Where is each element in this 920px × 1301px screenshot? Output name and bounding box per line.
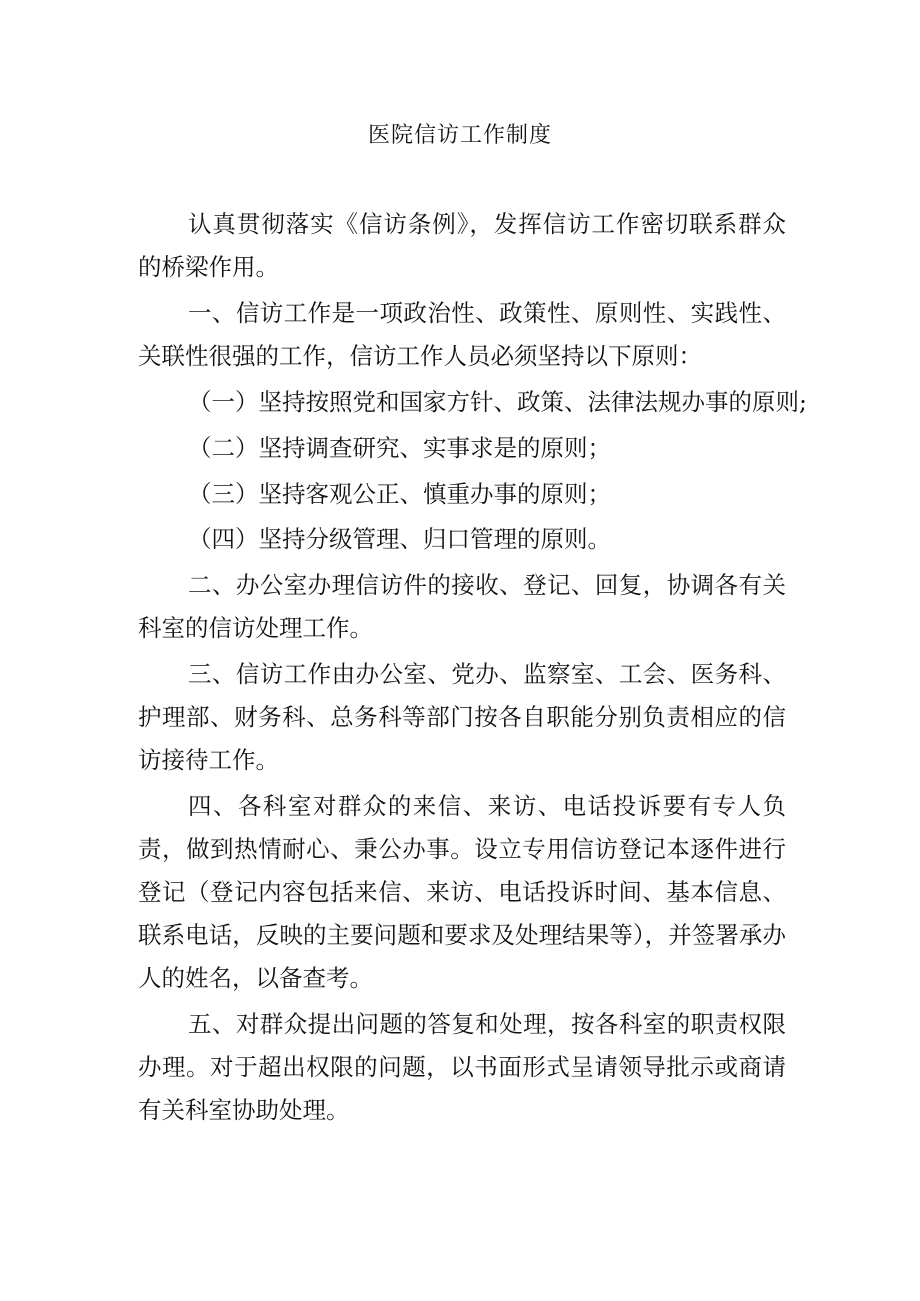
principle-item-2: （二）坚持调查研究、实事求是的原则； [188, 433, 611, 462]
section-1-paragraph: 一、信访工作是一项政治性、政策性、原则性、实践性、关联性很强的工作，信访工作人员必须坚持以下原则： [138, 298, 786, 370]
principle-item-4: （四）坚持分级管理、归口管理的原则。 [188, 525, 611, 554]
section-5-paragraph: 五、对群众提出问题的答复和处理，按各科室的职责权限办理。对于超出权限的问题，以书面形式呈请领导批示或商请有关科室协助处理。 [138, 1010, 786, 1125]
section-3-paragraph: 三、信访工作由办公室、党办、监察室、工会、医务科、护理部、财务科、总务科等部门按各自职能分别负责相应的信访接待工作。 [138, 660, 786, 775]
document-title: 医院信访工作制度 [367, 123, 552, 148]
intro-paragraph: 认真贯彻落实《信访条例》，发挥信访工作密切联系群众的桥梁作用。 [138, 210, 786, 281]
section-2-paragraph: 二、办公室办理信访件的接收、登记、回复，协调各有关科室的信访处理工作。 [138, 571, 786, 643]
section-4-paragraph: 四、各科室对群众的来信、来访、电话投诉要有专人负责，做到热情耐心、秉公办事。设立专用信访登记本逐件进行登记（登记内容包括来信、来访、电话投诉时间、基本信息、联系电话，反映的主要问题和要求及处理结果等），并签署承办人的姓名，以备查考。 [138, 792, 786, 993]
principle-item-3: （三）坚持客观公正、慎重办事的原则； [188, 479, 611, 508]
document-body [138, 203, 807, 1135]
principle-item-1: （一）坚持按照党和国家方针、政策、法律法规办事的原则; [188, 387, 807, 416]
